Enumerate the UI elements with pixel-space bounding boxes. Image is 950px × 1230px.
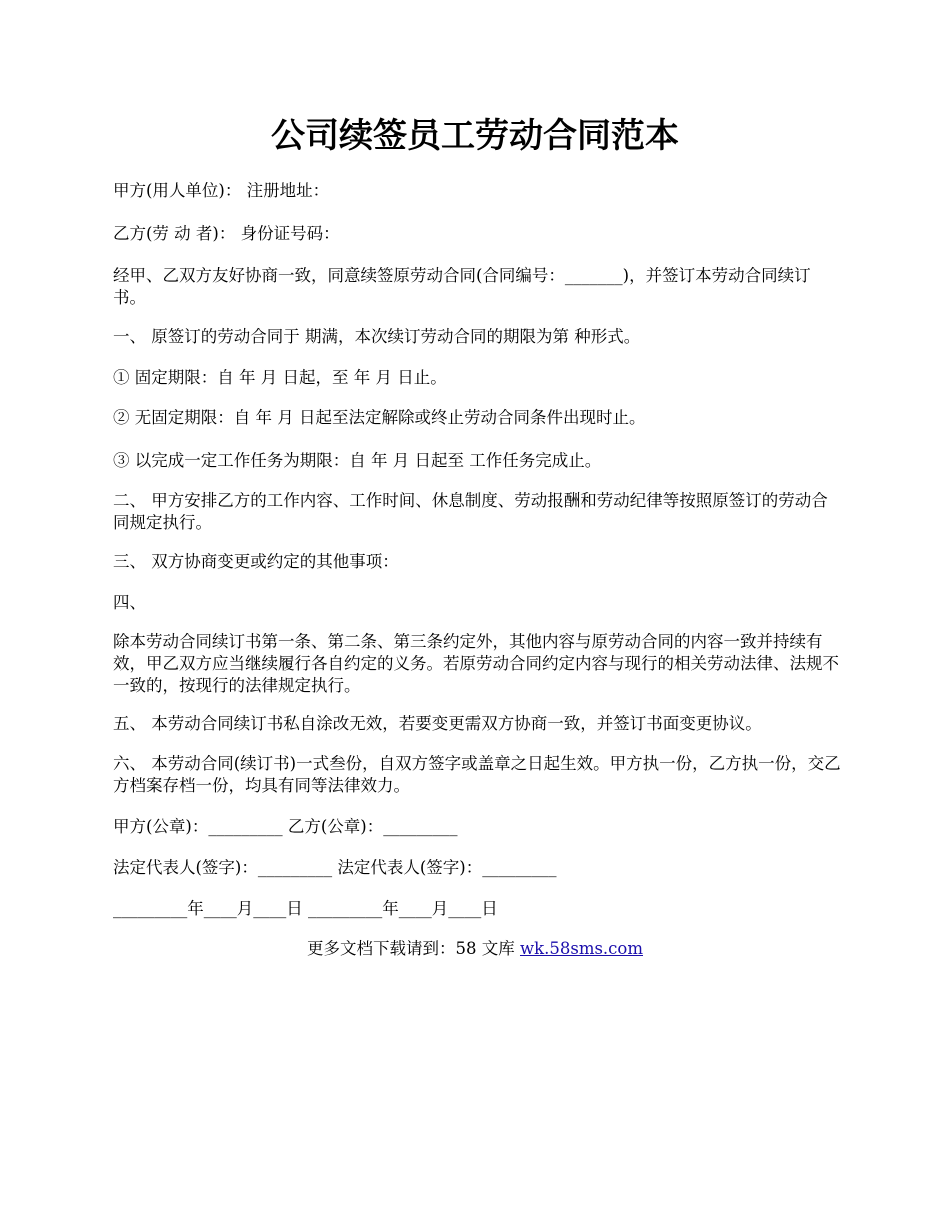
signature-line: 法定代表人(签字)：_________ 法定代表人(签字)：_________ xyxy=(113,858,557,877)
party-b-line: 乙方(劳 动 者)： 身份证号码： xyxy=(113,224,340,243)
clause-3: 三、 双方协商变更或约定的其他事项： xyxy=(113,552,399,571)
clause-5: 五、 本劳动合同续订书私自涂改无效，若要变更需双方协商一致，并签订书面变更协议。 xyxy=(113,714,762,733)
clause-4: 四、 xyxy=(113,593,146,612)
option-open-term: ② 无固定期限：自 年 月 日起至法定解除或终止劳动合同条件出现时止。 xyxy=(113,408,646,427)
party-a-line: 甲方(用人单位)： 注册地址： xyxy=(113,181,330,200)
clause-4-body: 除本劳动合同续订书第一条、第二条、第三条约定外，其他内容与原劳动合同的内容一致并持续有效，甲乙双方应当继续履行各自约定的义务。若原劳动合同约定内容与现行的相关劳动法律、法规不一致的，按现行的法律规定执行。 xyxy=(113,632,839,695)
clause-2: 二、 甲方安排乙方的工作内容、工作时间、休息制度、劳动报酬和劳动纪律等按照原签订的劳动合同规定执行。 xyxy=(113,491,828,532)
clause-1: 一、 原签订的劳动合同于 期满，本次续订劳动合同的期限为第 种形式。 xyxy=(113,327,641,346)
footer xyxy=(0,938,950,960)
footer-text: 更多文档下载请到：58 文库 xyxy=(306,939,520,958)
option-fixed-term: ① 固定期限：自 年 月 日起，至 年 月 日止。 xyxy=(113,368,447,387)
option-task-term: ③ 以完成一定工作任务为期限：自 年 月 日起至 工作任务完成止。 xyxy=(113,451,602,470)
footer-link[interactable]: wk.58sms.com xyxy=(519,939,643,958)
intro-paragraph: 经甲、乙双方友好协商一致，同意续签原劳动合同(合同编号：_______)，并签订本劳动合同续订书。 xyxy=(113,266,811,307)
seal-line: 甲方(公章)：_________ 乙方(公章)：_________ xyxy=(113,817,458,836)
clause-6: 六、 本劳动合同(续订书)一式叁份，自双方签字或盖章之日起生效。甲方执一份，乙方执一份，交乙方档案存档一份，均具有同等法律效力。 xyxy=(113,754,841,795)
document-title: 公司续签员工劳动合同范本 xyxy=(271,116,679,156)
date-line: _________年____月____日 _________年____月____日 xyxy=(113,899,498,918)
